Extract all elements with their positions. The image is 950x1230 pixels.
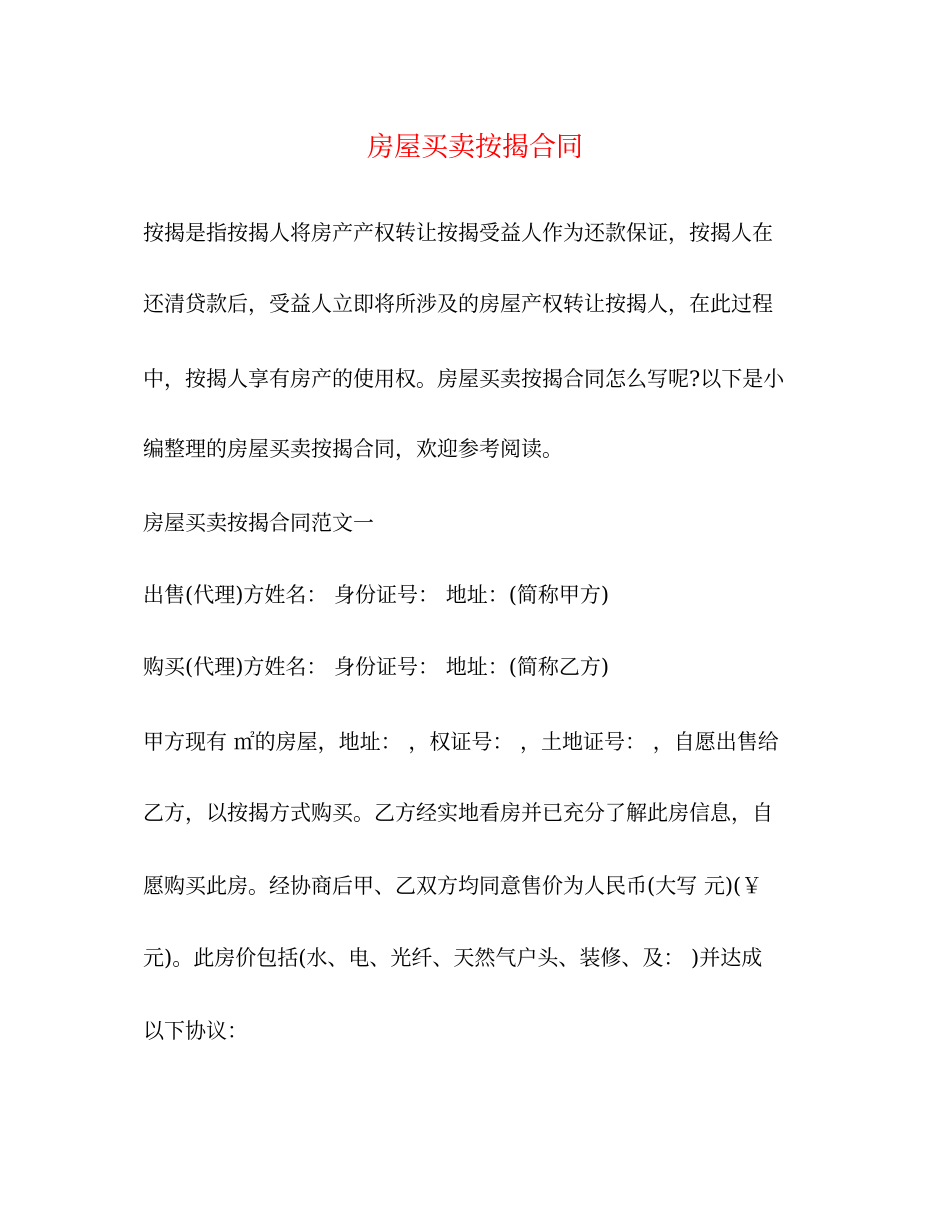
body-line-10: 愿购买此房。经协商后甲、乙双方均同意售价为人民币(大写 元)(￥ bbox=[143, 874, 763, 898]
body-line-9: 乙方，以按揭方式购买。乙方经实地看房并已充分了解此房信息，自 bbox=[143, 801, 773, 825]
body-line-4: 编整理的房屋买卖按揭合同，欢迎参考阅读。 bbox=[143, 437, 563, 461]
buyer-info-line: 购买(代理)方姓名： 身份证号： 地址：(简称乙方) bbox=[143, 655, 610, 679]
body-line-2: 还清贷款后，受益人立即将所涉及的房屋产权转让按揭人，在此过程 bbox=[143, 292, 773, 316]
body-line-12: 以下协议： bbox=[143, 1019, 248, 1043]
section-heading: 房屋买卖按揭合同范文一 bbox=[143, 511, 374, 535]
document-title: 房屋买卖按揭合同 bbox=[367, 132, 583, 163]
body-line-3: 中，按揭人享有房产的使用权。房屋买卖按揭合同怎么写呢?以下是小 bbox=[143, 367, 785, 391]
seller-info-line: 出售(代理)方姓名： 身份证号： 地址：(简称甲方) bbox=[143, 583, 610, 607]
body-line-1: 按揭是指按揭人将房产产权转让按揭受益人作为还款保证，按揭人在 bbox=[143, 221, 773, 245]
body-line-8: 甲方现有 ㎡的房屋，地址： ，权证号： ，土地证号： ，自愿出售给 bbox=[143, 730, 779, 754]
body-line-11: 元)。此房价包括(水、电、光纤、天然气户头、装修、及： )并达成 bbox=[143, 946, 763, 970]
